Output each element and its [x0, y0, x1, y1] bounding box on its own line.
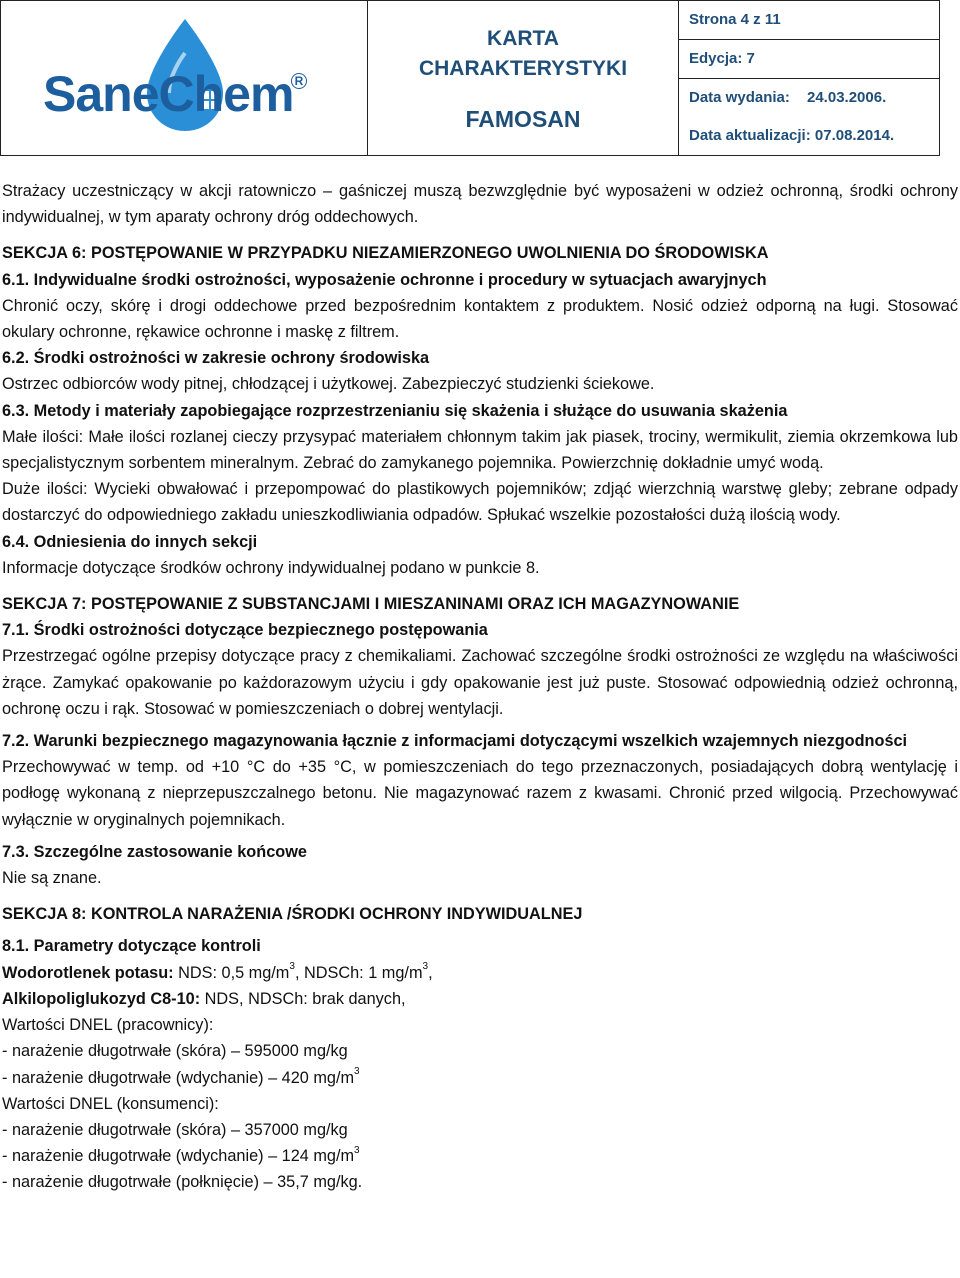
- subsection-7-1-heading: 7.1. Środki ostrożności dotyczące bezpiecznego postępowania: [2, 621, 488, 640]
- issue-date: 24.03.2006.: [807, 89, 887, 106]
- subsection-6-3-small-quantities: Małe ilości: Małe ilości rozlanej cieczy przysypać materiałem chłonnym takim jak piasek, trociny, wermikulit, ziemia okrzemkowa lub specjalistycznym sorbentem mineralnym. Zebrać do zamykanego pojemnika. Powierzchnię dokładnie umyć wodą.: [2, 427, 958, 473]
- product-name: FAMOSAN: [465, 105, 581, 132]
- document-body: [2, 178, 958, 1196]
- edition: Edycja: 7: [689, 50, 755, 67]
- page-number-cell: [679, 1, 940, 40]
- koh-limits: [2, 960, 958, 986]
- subsection-6-3-large-quantities: Duże ilości: Wycieki obwałować i przepompować do plastikowych pojemników; zdjąć wierzchnią warstwę gleby; zebrane odpady dostarczyć do odpowiedniego zakładu unieszkodliwiania odpadów. Spłukać wszelkie pozostałości dużą ilością wody.: [2, 480, 958, 525]
- dnel-workers-skin: - narażenie długotrwałe (skóra) – 595000 mg/kg: [2, 1042, 348, 1061]
- section-8-heading: SEKCJA 8: KONTROLA NARAŻENIA /ŚRODKI OCHRONY INDYWIDUALNEJ: [2, 905, 583, 924]
- paragraph-firefighters: Strażacy uczestniczący w akcji ratowniczo – gaśniczej muszą bezwzględnie być wyposażeni w odzież ochronną, środki ochrony indywidualnej, w tym aparaty ochrony dróg oddechowych.: [2, 182, 958, 227]
- subsection-6-4-text: Informacje dotyczące środków ochrony indywidualnej podano w punkcie 8.: [2, 558, 540, 577]
- dates-cell: [679, 79, 940, 156]
- dnel-consumers-inhalation: [2, 1143, 958, 1169]
- brand-name: SaneChem: [43, 66, 294, 122]
- apg-limits: [2, 986, 958, 1012]
- koh-end: ,: [428, 963, 433, 982]
- subsection-6-4-heading: 6.4. Odniesienia do innych sekcji: [2, 532, 258, 551]
- issue-date-label: Data wydania:: [689, 89, 790, 106]
- page-number: Strona 4 z 11: [689, 11, 781, 28]
- koh-nds-sup: 3: [289, 961, 295, 973]
- dnel-consumers-ingestion: - narażenie długotrwałe (połknięcie) – 35,7 mg/kg.: [2, 1173, 363, 1192]
- dnel-workers-inhalation-sup: 3: [354, 1066, 360, 1078]
- update-date-label: Data aktualizacji:: [689, 127, 811, 144]
- dnel-consumers-inhalation-sup: 3: [354, 1144, 360, 1156]
- dnel-workers-inhalation-text: - narażenie długotrwałe (wdychanie) – 420 mg/m: [2, 1068, 355, 1087]
- subsection-8-1-heading: 8.1. Parametry dotyczące kontroli: [2, 937, 261, 956]
- sanechem-logo: [35, 15, 335, 139]
- koh-ndsch-sup: 3: [422, 961, 429, 973]
- subsection-6-1-heading: 6.1. Indywidualne środki ostrożności, wyposażenie ochronne i procedury w sytuacjach awaryjnych: [2, 270, 767, 289]
- section-7-heading: SEKCJA 7: POSTĘPOWANIE Z SUBSTANCJAMI I MIESZANINAMI ORAZ ICH MAGAZYNOWANIE: [2, 595, 740, 614]
- subsection-6-2-heading: 6.2. Środki ostrożności w zakresie ochrony środowiska: [2, 349, 430, 368]
- subsection-7-2-heading: 7.2. Warunki bezpiecznego magazynowania łącznie z informacjami dotyczącymi wszelkich wzajemnych niezgodności: [2, 732, 908, 751]
- issue-date-row: [689, 79, 939, 117]
- edition-cell: [679, 40, 940, 79]
- doc-title-line2: CHARAKTERYSTYKI: [418, 56, 628, 80]
- koh-label: Wodorotlenek potasu:: [2, 963, 174, 982]
- koh-ndsch: , NDSCh: 1 mg/m: [294, 963, 423, 982]
- subsection-7-3-text: Nie są znane.: [2, 869, 102, 888]
- doc-title-line1: KARTA: [487, 26, 559, 50]
- dnel-consumers-heading: Wartości DNEL (konsumenci):: [2, 1094, 219, 1113]
- apg-text: NDS, NDSCh: brak danych,: [200, 989, 406, 1008]
- dnel-consumers-skin: - narażenie długotrwałe (skóra) – 357000 mg/kg: [2, 1120, 348, 1139]
- subsection-7-2-text: Przechowywać w temp. od +10 °C do +35 °C, w pomieszczeniach do tego przeznaczonych, posiadających dobrą wentylację i podłogę wykonaną z nieprzepuszczalnego betonu. Nie magazynować razem z kwasami. Chronić przed wilgocią. Przechowywać wyłącznie w oryginalnych pojemnikach.: [2, 758, 958, 829]
- dnel-consumers-inhalation-text: - narażenie długotrwałe (wdychanie) – 124 mg/m: [2, 1147, 355, 1166]
- registered-mark: R: [291, 73, 307, 89]
- apg-label: Alkilopoliglukozyd C8-10:: [2, 989, 201, 1008]
- update-date: 07.08.2014.: [814, 127, 895, 144]
- subsection-7-1-text: Przestrzegać ogólne przepisy dotyczące pracy z chemikaliami. Zachować szczególne środki ostrożności ze względu na właściwości żrące. Zamykać opakowanie po każdorazowym użyciu i gdy opakowanie jest już puste. Stosować odpowiednią odzież ochronną, ochronę oczu i rąk. Stosować w pomieszczeniach o dobrej wentylacji.: [2, 647, 958, 718]
- document-header: [0, 0, 940, 156]
- subsection-7-3-heading: 7.3. Szczególne zastosowanie końcowe: [2, 842, 307, 861]
- subsection-6-3-heading: 6.3. Metody i materiały zapobiegające rozprzestrzenianiu się skażenia i służące do usuwania skażenia: [2, 401, 788, 420]
- update-date-row: [689, 117, 939, 155]
- subsection-6-1-text: Chronić oczy, skórę i drogi oddechowe przed bezpośrednim kontaktem z produktem. Nosić odzież odporną na ługi. Stosować okulary ochronne, rękawice ochronne i maskę z filtrem.: [2, 296, 958, 342]
- dnel-workers-heading: Wartości DNEL (pracownicy):: [2, 1016, 214, 1035]
- logo-cell: [1, 1, 368, 156]
- section-6-heading: SEKCJA 6: POSTĘPOWANIE W PRZYPADKU NIEZAMIERZONEGO UWOLNIENIA DO ŚRODOWISKA: [2, 244, 769, 263]
- title-cell: [368, 1, 679, 156]
- koh-nds: NDS: 0,5 mg/m: [173, 963, 290, 982]
- subsection-6-2-text: Ostrzec odbiorców wody pitnej, chłodzącej i użytkowej. Zabezpieczyć studzienki ściekowe.: [2, 375, 655, 394]
- dnel-workers-inhalation: [2, 1065, 958, 1091]
